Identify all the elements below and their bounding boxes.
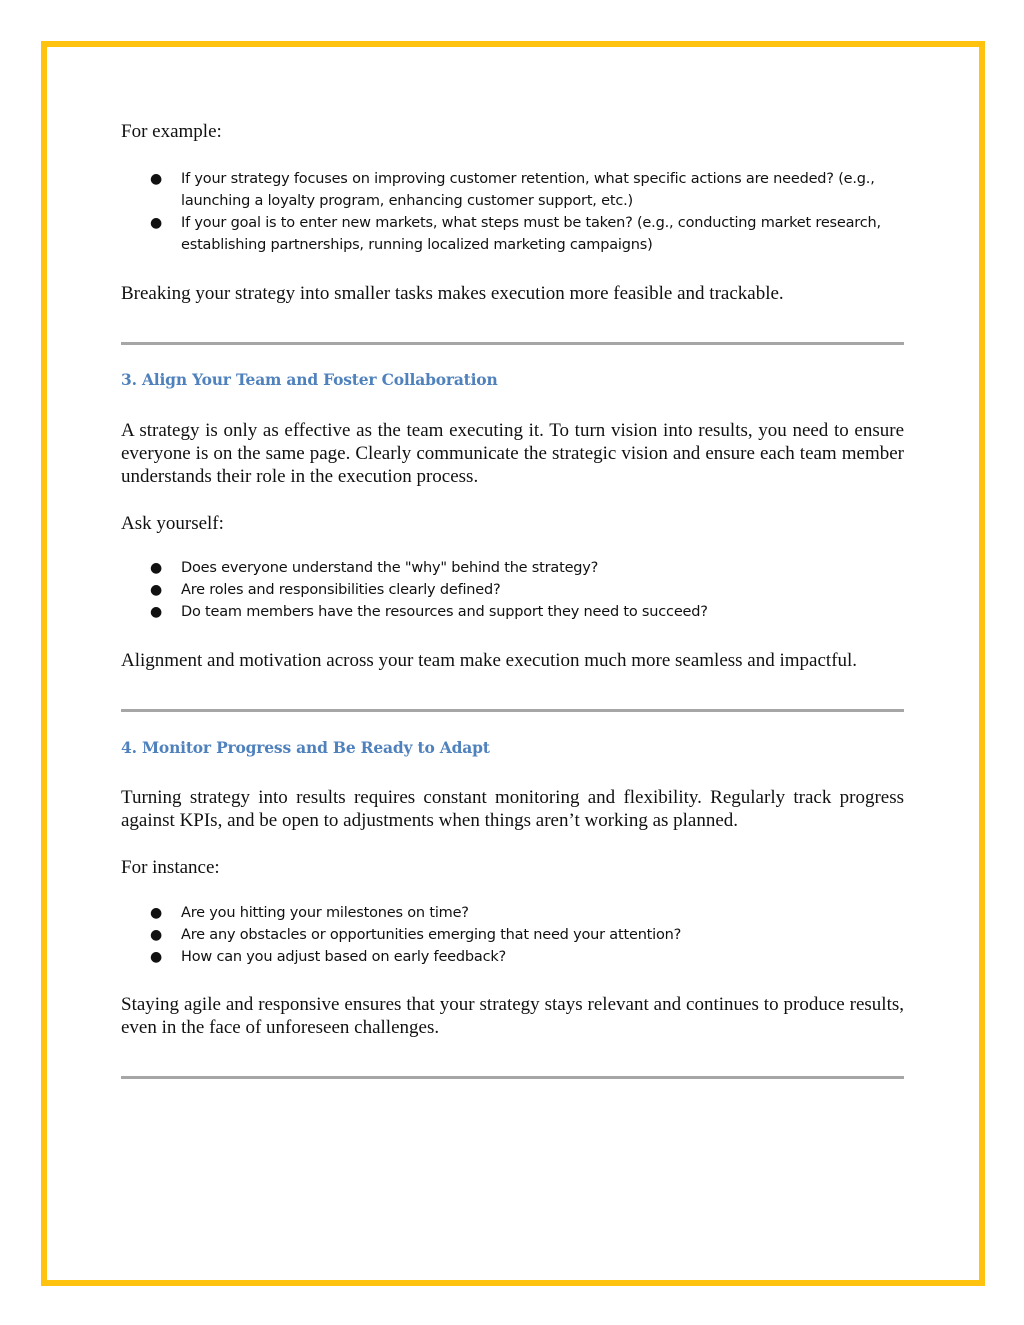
list-item: ● Are any obstacles or opportunities emerging that need your attention?: [121, 924, 904, 946]
for-example-label: For example:: [121, 121, 222, 142]
bullet-icon: ●: [150, 604, 163, 620]
section-3-bullet-list: [121, 557, 904, 623]
section-divider: [121, 342, 904, 345]
section-4-heading: 4. Monitor Progress and Be Ready to Adapt: [121, 738, 490, 757]
section-4-paragraph: Turning strategy into results requires constant monitoring and flexibility. Regularly track progress against KPIs, and be open to adjustments when things aren’t working as planned.: [121, 787, 904, 831]
list-item: ● Do team members have the resources and support they need to succeed?: [121, 601, 904, 623]
list-item: ● If your strategy focuses on improving customer retention, what specific actions are needed? (e.g., launching a loyalty program, enhancing customer support, etc.): [121, 168, 904, 212]
list-item: ● Are you hitting your milestones on time?: [121, 902, 904, 924]
ask-yourself-label: Ask yourself:: [121, 513, 224, 534]
list-item: ● How can you adjust based on early feedback?: [121, 946, 904, 968]
section-3-summary: Alignment and motivation across your team make execution much more seamless and impactful.: [121, 650, 858, 671]
section-3-heading: 3. Align Your Team and Foster Collaboration: [121, 370, 498, 389]
intro-summary: Breaking your strategy into smaller tasks makes execution more feasible and trackable.: [121, 283, 784, 304]
bullet-icon: ●: [150, 215, 163, 231]
bullet-icon: ●: [150, 560, 163, 576]
section-divider: [121, 1076, 904, 1079]
bullet-icon: ●: [150, 905, 163, 921]
section-divider: [121, 709, 904, 712]
example-bullet-list: [121, 168, 904, 256]
list-item: ● Are roles and responsibilities clearly defined?: [121, 579, 904, 601]
section-4-bullet-list: [121, 902, 904, 968]
bullet-icon: ●: [150, 949, 163, 965]
bullet-icon: ●: [150, 927, 163, 943]
list-item: ● Does everyone understand the "why" behind the strategy?: [121, 557, 904, 579]
section-4-summary: Staying agile and responsive ensures that your strategy stays relevant and continues to produce results, even in the face of unforeseen challenges.: [121, 994, 904, 1038]
bullet-icon: ●: [150, 171, 163, 187]
for-instance-label: For instance:: [121, 857, 220, 878]
bullet-icon: ●: [150, 582, 163, 598]
list-item: ● If your goal is to enter new markets, what steps must be taken? (e.g., conducting market research, establishing partnerships, running localized marketing campaigns): [121, 212, 904, 256]
section-3-paragraph: A strategy is only as effective as the team executing it. To turn vision into results, you need to ensure everyone is on the same page. Clearly communicate the strategic vision and ensure each team member understands their role in the execution process.: [121, 420, 904, 487]
